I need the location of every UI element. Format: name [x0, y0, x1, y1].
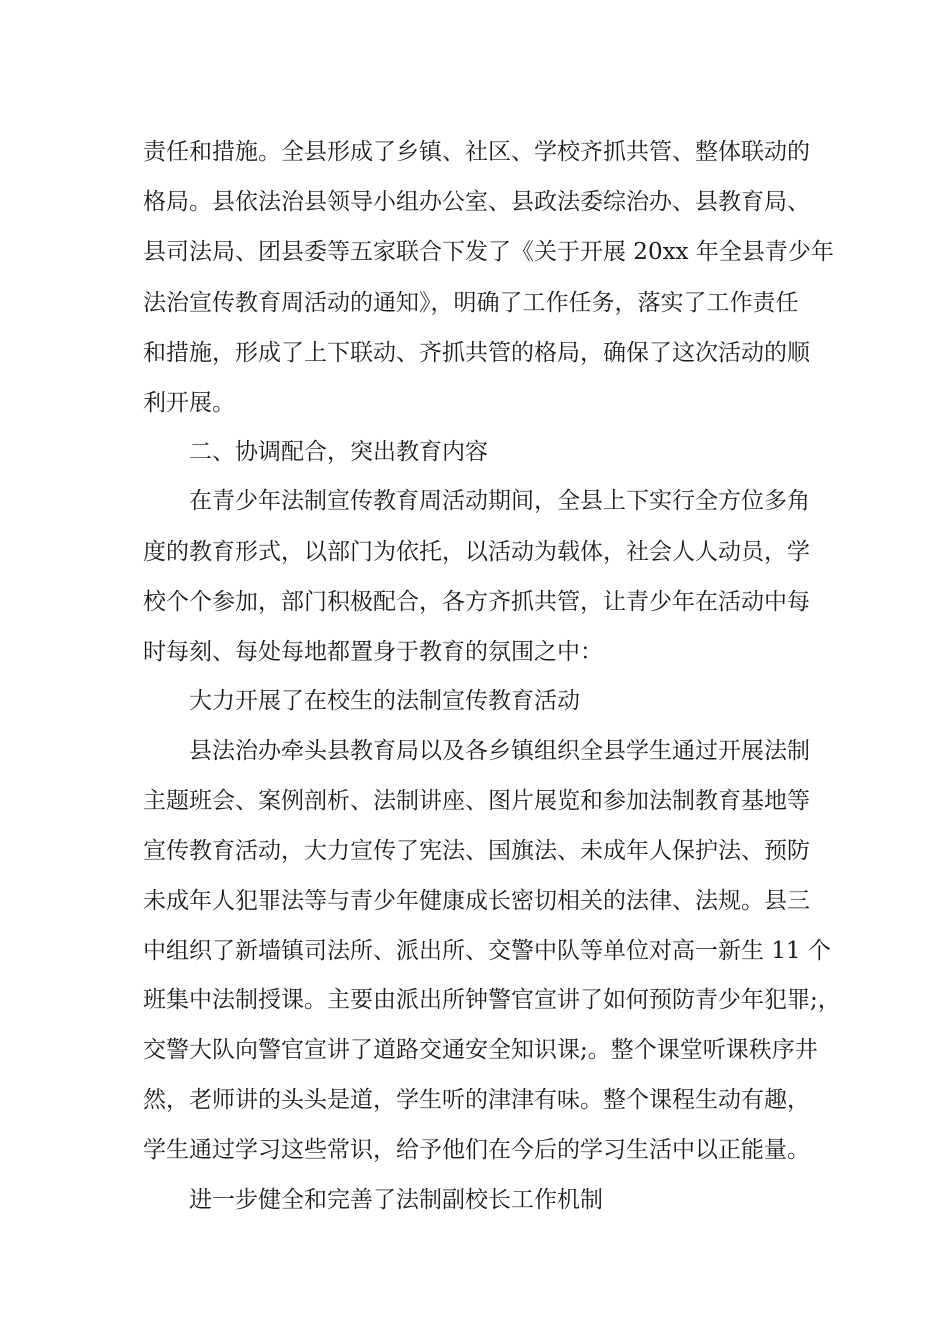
body-text-line: 未成年人犯罪法等与青少年健康成长密切相关的法律、法规。县三	[143, 888, 810, 914]
body-text-line: 在青少年法制宣传教育周活动期间，全县上下实行全方位多角	[189, 488, 810, 514]
subsection-heading: 进一步健全和完善了法制副校长工作机制	[189, 1187, 603, 1213]
body-text-line: 县法治办牵头县教育局以及各乡镇组织全县学生通过开展法制	[189, 738, 810, 764]
body-text-line: 交警大队向警官宣讲了道路交通安全知识课;。整个课堂听课秩序井	[143, 1037, 818, 1063]
body-text-line: 度的教育形式，以部门为依托，以活动为载体，社会人人动员，学	[143, 539, 810, 565]
body-text-line: 然，老师讲的头头是道，学生听的津津有味。整个课程生动有趣，	[143, 1087, 810, 1113]
body-text-line: 法治宣传教育周活动的通知》，明确了工作任务，落实了工作责任	[143, 290, 799, 316]
body-text-line: 利开展。	[143, 390, 235, 416]
body-text-line: 学生通过学习这些常识，给予他们在今后的学习生活中以正能量。	[143, 1137, 810, 1163]
body-text-line: 责任和措施。全县形成了乡镇、社区、学校齐抓共管、整体联动的	[143, 139, 810, 165]
subsection-heading: 大力开展了在校生的法制宣传教育活动	[189, 688, 580, 714]
body-text-line: 校个个参加，部门积极配合，各方齐抓共管，让青少年在活动中每	[143, 589, 810, 615]
body-text-line: 中组织了新墙镇司法所、派出所、交警中队等单位对高一新生 11 个	[143, 938, 831, 964]
body-text-line: 县司法局、团县委等五家联合下发了《关于开展 20xx 年全县青少年	[143, 239, 834, 265]
body-text-line: 班集中法制授课。主要由派出所钟警官宣讲了如何预防青少年犯罪;，	[143, 987, 841, 1013]
body-text-line: 和措施，形成了上下联动、齐抓共管的格局，确保了这次活动的顺	[143, 340, 810, 366]
body-text-line: 格局。县依法治县领导小组办公室、县政法委综治办、县教育局、	[143, 189, 810, 215]
section-heading: 二、协调配合，突出教育内容	[189, 439, 488, 465]
body-text-line: 宣传教育活动，大力宣传了宪法、国旗法、未成年人保护法、预防	[143, 838, 810, 864]
body-text-line: 时每刻、每处每地都置身于教育的氛围之中：	[143, 639, 603, 665]
body-text-line: 主题班会、案例剖析、法制讲座、图片展览和参加法制教育基地等	[143, 788, 810, 814]
